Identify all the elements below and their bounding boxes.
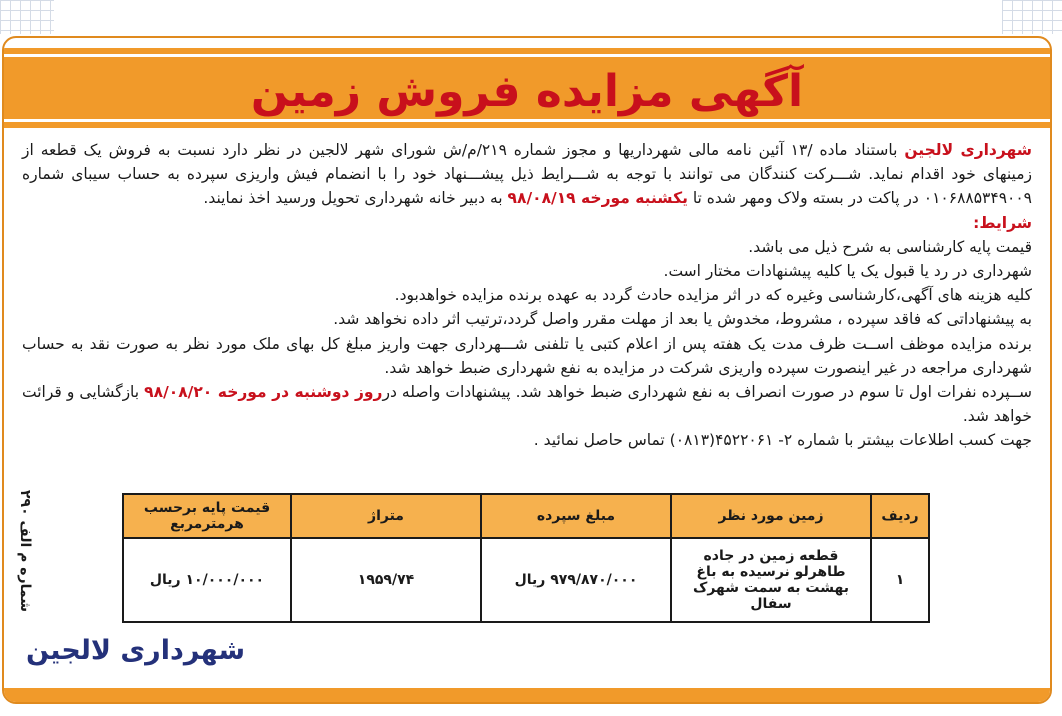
condition-item: کلیه هزینه های آگهی،کارشناسی وغیره که در اثر مزایده حادث گردد به عهده برنده مزایده خواهدبود.	[394, 286, 1032, 305]
opening-paragraph	[22, 380, 1032, 428]
notice-frame	[2, 36, 1052, 704]
header-area: متراژ	[291, 494, 481, 538]
contact-line: جهت کسب اطلاعات بیشتر با شماره ۲- ۴۵۲۲۰۶۱(۰۸۱۳) تماس حاصل نمائید .	[533, 431, 1032, 450]
conditions-title: شرایط:	[973, 213, 1032, 232]
notice-body	[22, 138, 1032, 453]
cell-base-price: ۱۰/۰۰۰/۰۰۰ ریال	[123, 538, 291, 622]
banner-line-top	[4, 54, 1050, 57]
cell-deposit: ۹۷۹/۸۷۰/۰۰۰ ریال	[481, 538, 671, 622]
header-base-price: قیمت پایه برحسب هرمترمربع	[123, 494, 291, 538]
opening-date: روز دوشنبه در مورخه ۹۸/۰۸/۲۰	[144, 383, 383, 402]
table-header-row	[123, 494, 929, 538]
intro-text-2: به دبیر خانه شهرداری تحویل ورسید اخذ نمایند.	[203, 189, 508, 208]
org-name: شهرداری لالجین	[904, 141, 1033, 159]
intro-paragraph	[22, 138, 1032, 211]
header-row-number: ردیف	[871, 494, 929, 538]
deadline-date: یکشنبه مورخه ۹۸/۰۸/۱۹	[507, 189, 688, 208]
header-land: زمین مورد نظر	[671, 494, 871, 538]
title-banner	[4, 48, 1050, 128]
cell-row-number: ۱	[871, 538, 929, 622]
side-reference-text: شماره م الف ۲۹۰	[17, 490, 33, 612]
condition-item: شهرداری در رد یا قبول یک یا کلیه پیشنهادات مختار است.	[663, 262, 1032, 281]
header-deposit: مبلغ سپرده	[481, 494, 671, 538]
opening-text-2: بازگشایی و قرائت خواهد شد.	[22, 383, 1032, 426]
banner-line-bottom	[4, 119, 1050, 122]
cell-land: قطعه زمین در جاده طاهرلو نرسیده به باغ بهشت به سمت شهرک سفال	[671, 538, 871, 622]
signature-org: شهرداری لالجین	[26, 635, 245, 666]
condition-item: قیمت پایه کارشناسی به شرح ذیل می باشد.	[748, 237, 1032, 256]
cell-area: ۱۹۵۹/۷۴	[291, 538, 481, 622]
side-reference-number	[12, 488, 36, 618]
condition-item: برنده مزایده موظف اســت ظرف مدت یک هفته پس از اعلام کتبی یا تلفنی شـــهرداری جهت واریز مبلغ کل بهای ملک مورد نظر به صورت نقد به حساب شهرداری مراجعه در غیر اینصورت سپرده واریزی شرکت در مزایده به نفع شهرداری ضبط خواهد شد.	[22, 334, 1032, 377]
corner-grid-left	[0, 0, 54, 34]
table-row	[123, 538, 929, 622]
opening-text-1: ســپرده نفرات اول تا سوم در صورت انصراف به نفع شهرداری ضبط خواهد شد. پیشنهادات واصله در	[382, 383, 1032, 402]
intro-text-1: باستناد ماده /۱۳ آئین نامه مالی شهرداریها و مجوز شماره ۲۱۹/م/ش شورای شهر لالجین در نظر دارد نسبت به فروش یک قطعه از زمینهای خود اقدام نماید. شـــرکت کنندگان می توانند با توجه به شـــرایط ذیل پیشـــنهاد خود را با انضمام فیش واریزی سپرده به حساب سیبای شماره ۰۱۰۶۸۸۵۳۴۹۰۰۹ در پاکت در بسته ولاک ومهر شده تا	[22, 141, 1032, 208]
auction-table	[122, 493, 930, 623]
notice-title: آگهی مزایده فروش زمین	[250, 66, 804, 117]
bottom-bar	[4, 688, 1050, 702]
condition-item: به پیشنهاداتی که فاقد سپرده ، مشروط، مخدوش یا بعد از مهلت مقرر واصل گردد،ترتیب اثر داده نخواهد شد.	[333, 310, 1032, 329]
corner-grid-right	[1002, 0, 1062, 34]
